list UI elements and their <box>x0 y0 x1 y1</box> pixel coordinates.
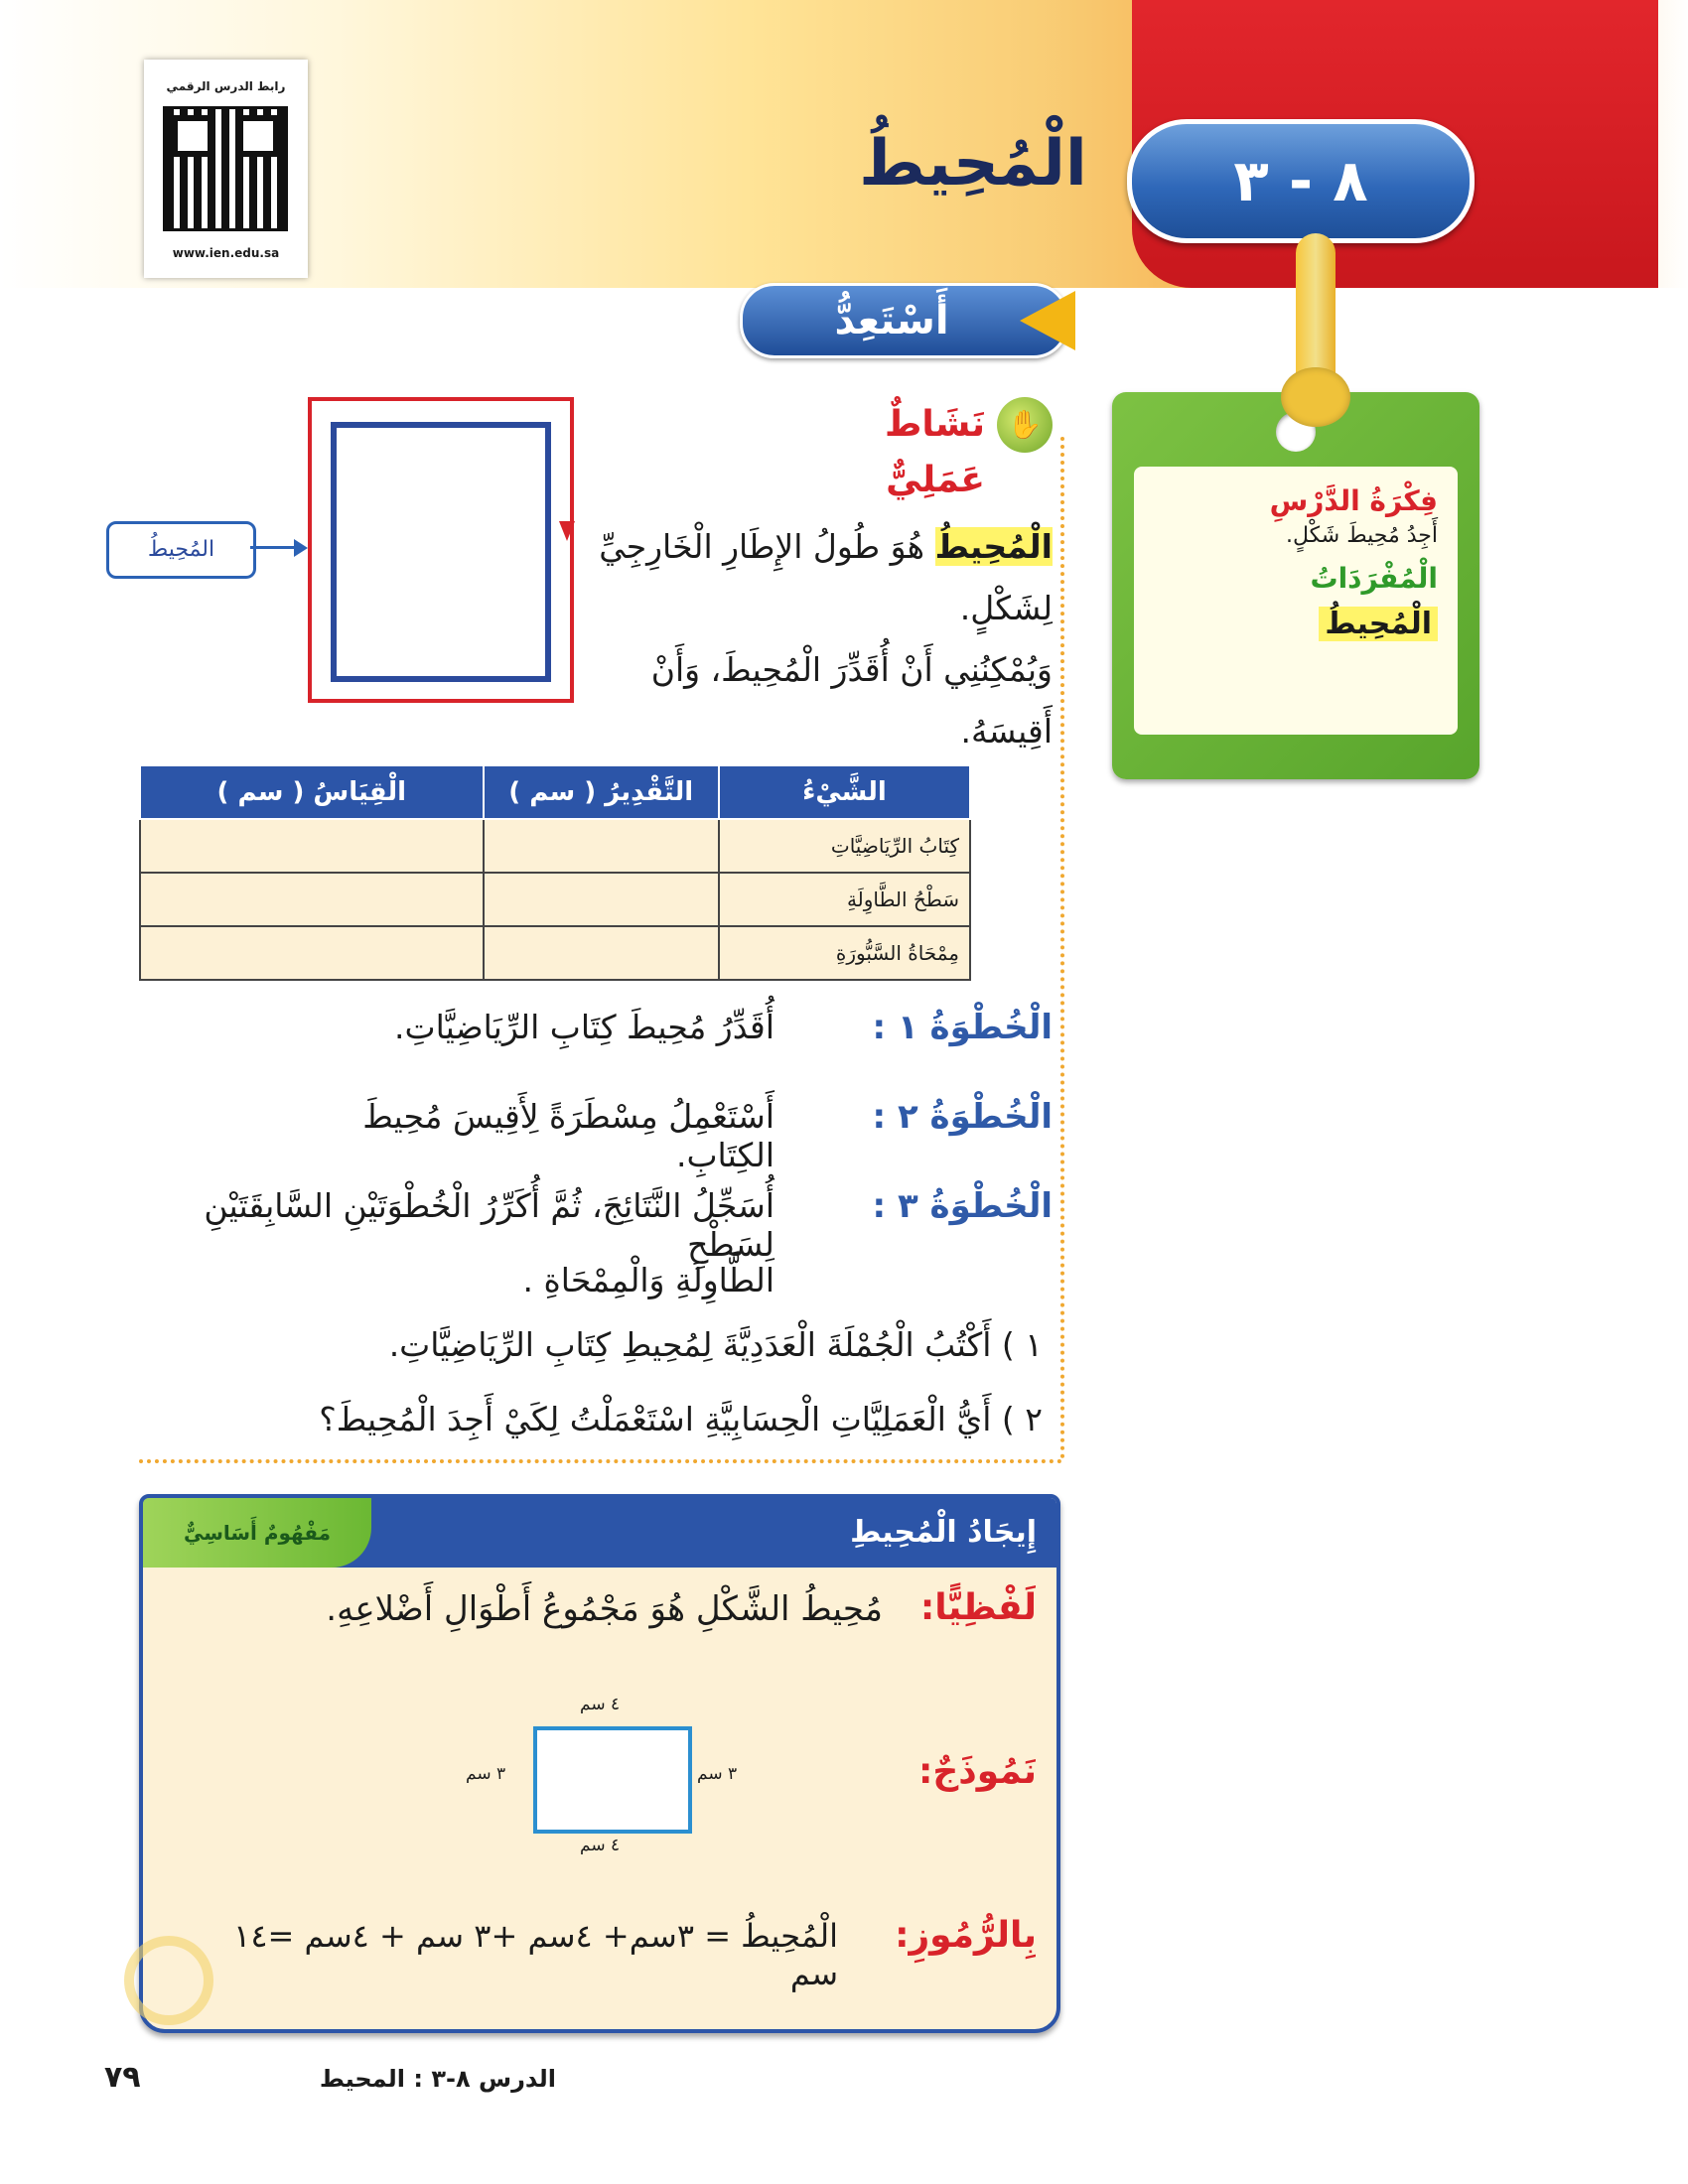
step-label: الْخُطْوَةُ ٢ : <box>872 1097 1053 1137</box>
qr-url[interactable]: www.ien.edu.sa <box>172 246 280 260</box>
model-label: نَمُوذَجٌ: <box>917 1751 1037 1792</box>
tag-content <box>1134 467 1458 735</box>
definition-term: الْمُحِيطُ <box>934 527 1053 566</box>
question-1: ١ ) أَكْتُبُ الْجُمْلَةَ الْعَدَدِيَّةَ لِمُحِيطِ كِتَابِ الرِّيَاضِيَّاتِ. <box>388 1325 1043 1364</box>
activity-title: نَشَاطٌ عَمَلِيٌّ <box>884 404 985 500</box>
activity-header <box>774 397 1053 500</box>
step-3-text: أُسَجِّلُ النَّتَائِجَ، ثُمَّ أُكَرِّرُ الْخُطْوَتَيْنِ السَّابِقَتَيْنِ لِسَطْحِ <box>204 1186 774 1264</box>
table-header: الشَّيْءُ <box>719 765 970 819</box>
lesson-title: الْمُحِيطُ <box>859 127 1087 201</box>
tag-knot <box>1281 367 1350 427</box>
table-cell-estimate[interactable] <box>484 926 719 980</box>
step-3-text-2: الطَّاوِلَةِ وَالْمِمْحَاةِ . <box>522 1261 774 1299</box>
table-cell-measure[interactable] <box>140 819 484 873</box>
model-rectangle <box>533 1726 692 1834</box>
perimeter-callout: المُحِيطُ <box>106 521 256 579</box>
step-2-text: أَسْتَعْمِلُ مِسْطَرَةً لِأَقِيسَ مُحِيطَ الكِتَابِ. <box>362 1097 774 1174</box>
estimate-table <box>139 764 971 981</box>
table-row <box>140 819 970 873</box>
table-cell-item: سَطْحُ الطَّاوِلَةِ <box>719 873 970 926</box>
publisher-logo-icon <box>124 1936 213 2025</box>
question-2: ٢ ) أَيُّ الْعَمَلِيَّاتِ الْحِسَابِيَّةِ اسْتَعْمَلْتُ لِكَيْ أَجِدَ الْمُحِيطَ؟ <box>319 1400 1043 1438</box>
idea-title: فِكْرَةُ الدَّرْسِ <box>1269 484 1438 517</box>
dim-top: ٤ سم <box>580 1695 621 1714</box>
hands-icon: ✋ <box>997 397 1053 453</box>
step-label: الْخُطْوَةُ ١ : <box>872 1008 1053 1047</box>
words-label: لَفْظِيًّا: <box>919 1587 1037 1628</box>
triangle-arrow-icon <box>1020 291 1075 350</box>
dim-left: ٣ سم <box>466 1764 506 1784</box>
lesson-idea-tag <box>1112 392 1479 779</box>
table-cell-item: مِمْحَاةُ السَّبُّورَةِ <box>719 926 970 980</box>
qr-code-icon[interactable] <box>166 109 285 228</box>
step-label: الْخُطْوَةُ ٣ : <box>872 1186 1053 1226</box>
lesson-number: ٨ - ٣ <box>1127 119 1475 243</box>
definition-body: هُوَ طُولُ الإِطَارِ الْخَارِجِيِّ لِشَكْلٍ. <box>599 527 1053 627</box>
qr-label: رابط الدرس الرقمي <box>166 79 286 93</box>
vocab-word: الْمُحِيطُ <box>1319 607 1438 641</box>
footer-lesson-text: الدرس ٨-٣ : المحيط <box>319 2065 556 2093</box>
idea-text: أَجِدُ مُحِيطَ شَكْلٍ. <box>1286 523 1438 548</box>
table-row <box>140 873 970 926</box>
dotted-border-horizontal <box>139 1459 1062 1463</box>
qr-card[interactable] <box>144 60 308 278</box>
table-header: الْقِيَاسُ ( سم ) <box>140 765 484 819</box>
down-arrow-icon <box>559 521 575 541</box>
dim-right: ٣ سم <box>697 1764 738 1784</box>
key-concept-title: إِيجَادُ الْمُحِيطِ <box>850 1515 1037 1550</box>
key-concept-box <box>139 1494 1060 2033</box>
definition-line-2: وَيُمْكِنُنِي أَنْ أُقَدِّرَ الْمُحِيطَ، وَأَنْ أَقِيسَهُ. <box>650 650 1053 751</box>
step-1-text: أُقَدِّرُ مُحِيطَ كِتَابِ الرِّيَاضِيَّاتِ. <box>394 1008 774 1046</box>
dotted-border-vertical <box>1060 437 1064 1459</box>
prepare-banner <box>740 283 1068 358</box>
table-cell-estimate[interactable] <box>484 819 719 873</box>
vocab-title: الْمُفْرَدَاتُ <box>1310 562 1438 595</box>
table-cell-measure[interactable] <box>140 873 484 926</box>
words-text: مُحِيطُ الشَّكْلِ هُوَ مَجْمُوعُ أَطْوَالِ أَضْلاعِهِ. <box>326 1589 883 1629</box>
perimeter-figure-inner <box>331 422 551 682</box>
prepare-label: أَسْتَعِدُّ <box>834 298 949 343</box>
definition-text <box>576 516 1053 762</box>
table-cell-item: كِتَابُ الرِّيَاضِيَّاتِ <box>719 819 970 873</box>
table-header: التَّقْدِيرُ ( سم ) <box>484 765 719 819</box>
right-arrow-icon <box>294 539 308 557</box>
symbols-text: الْمُحِيطُ = ٣سم+ ٤سم +٣ سم + ٤سم =١٤ سم <box>233 1917 838 1992</box>
table-header-row <box>140 765 970 819</box>
key-concept-tab: مَفْهُومٌ أَسَاسِيٌّ <box>143 1498 371 1568</box>
dim-bottom: ٤ سم <box>580 1836 621 1855</box>
table-row <box>140 926 970 980</box>
callout-arrow-line <box>250 546 298 549</box>
page-number: ٧٩ <box>104 2060 141 2095</box>
table-cell-measure[interactable] <box>140 926 484 980</box>
table-cell-estimate[interactable] <box>484 873 719 926</box>
symbols-label: بِالرُّمُوزِ: <box>895 1915 1037 1956</box>
